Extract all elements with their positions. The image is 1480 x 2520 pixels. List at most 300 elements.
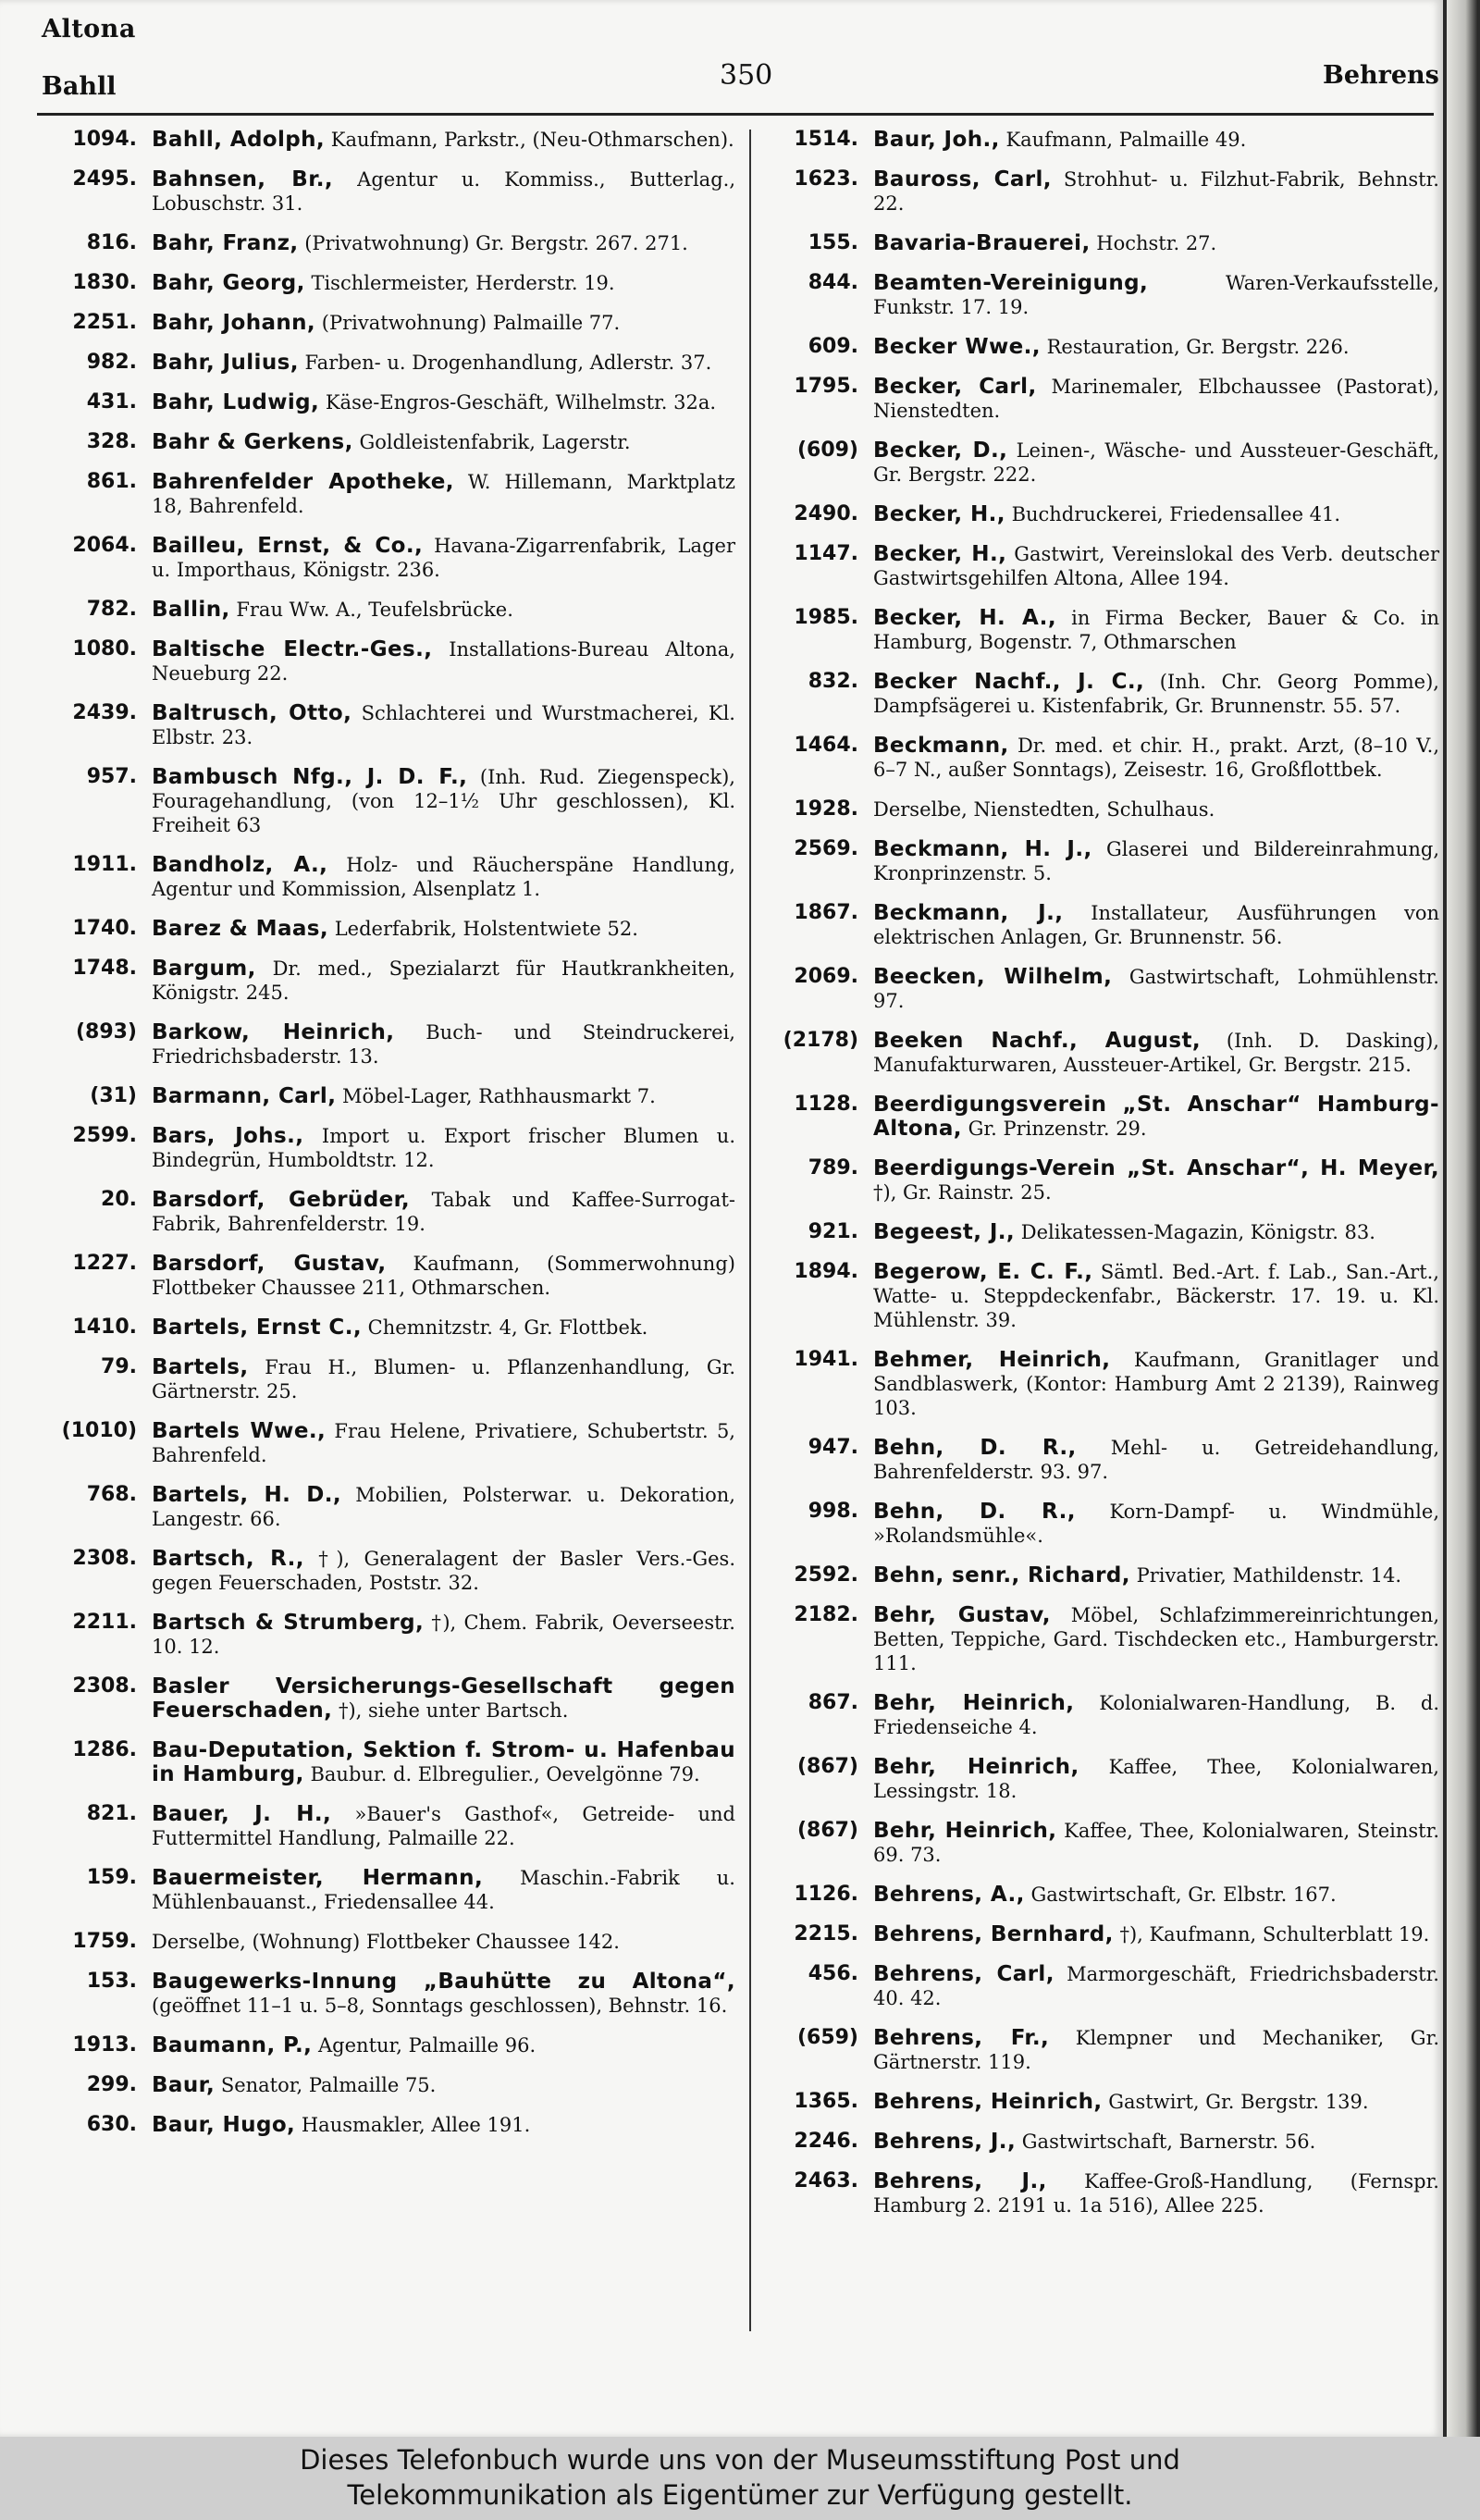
- phone-number: 2495.: [72, 167, 137, 191]
- phone-number: 1094.: [72, 128, 137, 151]
- directory-entry: [764, 1962, 1439, 2010]
- entry-body: [873, 1962, 1439, 2010]
- entry-details: Kaufmann, Granitlager und Sandblaswerk, (Kontor: Hamburg Amt 2 2139), Rainweg 103.: [873, 1349, 1439, 1419]
- phone-number: 2599.: [72, 1124, 137, 1147]
- phone-number: 821.: [86, 1802, 137, 1825]
- directory-entry: [37, 1611, 735, 1659]
- footer-line-2: Telekommunikation als Eigentümer zur Verfügung gestellt.: [347, 2479, 1133, 2511]
- phone-number: 2064.: [72, 534, 137, 557]
- directory-entry: [37, 1738, 735, 1786]
- directory-entry: [764, 1156, 1439, 1204]
- directory-entry: [37, 917, 735, 941]
- entry-details: †), siehe unter Bartsch.: [338, 1699, 569, 1722]
- directory-entry: [37, 534, 735, 582]
- entry-name: Bartels, H. D.,: [152, 1483, 342, 1507]
- entry-name: Becker, D.,: [873, 439, 1008, 463]
- phone-number: 79.: [101, 1355, 137, 1378]
- entry-details: Möbel-Lager, Rathhausmarkt 7.: [342, 1085, 656, 1107]
- entry-name: Bartels Wwe.,: [152, 1419, 327, 1443]
- entry-body: [152, 1547, 735, 1595]
- entry-name: Bahr, Julius,: [152, 351, 299, 375]
- entry-details: Farben- u. Drogenhandlung, Adlerstr. 37.: [304, 352, 712, 374]
- entry-details: Gastwirt, Gr. Bergstr. 139.: [1108, 2091, 1369, 2113]
- phone-number: (31): [90, 1084, 137, 1107]
- directory-entry: [764, 502, 1439, 526]
- entry-name: Beeken Nachf., August,: [873, 1029, 1201, 1053]
- entry-name: Becker, H.,: [873, 502, 1005, 526]
- entry-body: [152, 128, 735, 152]
- entry-body: [152, 1188, 735, 1236]
- entry-details: Möbel, Schlafzimmereinrichtungen, Betten, Teppiche, Gard. Tischdecken etc., Hamburgerstr. 111.: [873, 1604, 1439, 1674]
- directory-entry: [37, 2033, 735, 2057]
- directory-entry: [764, 231, 1439, 255]
- entry-details: Privatier, Mathildenstr. 14.: [1136, 1564, 1402, 1587]
- entry-body: [873, 1691, 1439, 1739]
- phone-number: 1227.: [72, 1252, 137, 1275]
- entry-body: [152, 534, 735, 582]
- phone-number: 2069.: [794, 965, 858, 988]
- entry-name: Behrens, Bernhard,: [873, 1922, 1114, 1946]
- entry-name: Bahrenfelder Apotheke,: [152, 470, 454, 494]
- directory-entry: [37, 1355, 735, 1403]
- footer-banner: [0, 2437, 1480, 2520]
- directory-entry: [764, 2169, 1439, 2217]
- entry-details: Sämtl. Bed.-Art. f. Lab., San.-Art., Watte- u. Steppdeckenfabr., Bäckerstr. 17. 19. u. Kl. Mühlenstr. 39.: [873, 1261, 1439, 1331]
- entry-body: [152, 853, 735, 901]
- phone-number: 1911.: [72, 853, 137, 876]
- entry-details: Waren-Verkaufsstelle, Funkstr. 17. 19.: [873, 272, 1439, 318]
- phone-number: (659): [796, 2026, 858, 2049]
- entry-name: Behr, Heinrich,: [873, 1755, 1079, 1779]
- directory-entry: [37, 1020, 735, 1069]
- entry-body: [873, 2130, 1439, 2154]
- entry-body: [152, 1084, 735, 1108]
- entry-name: Behn, senr., Richard,: [873, 1563, 1130, 1587]
- phone-number: 1410.: [72, 1316, 137, 1339]
- entry-name: Bartsch, R.,: [152, 1547, 304, 1571]
- entry-details: Agentur u. Kommiss., Butterlag., Lobuschstr. 31.: [152, 168, 735, 215]
- entry-name: Beckmann, H. J.,: [873, 837, 1092, 861]
- entry-name: Bars, Johs.,: [152, 1124, 304, 1148]
- entry-body: [152, 957, 735, 1005]
- phone-number: 2569.: [794, 837, 858, 860]
- entry-details: Käse-Engros-Geschäft, Wilhelmstr. 32a.: [325, 391, 717, 414]
- directory-entry: [764, 901, 1439, 949]
- phone-number: 1795.: [794, 375, 858, 398]
- entry-details: †), Gr. Rainstr. 25.: [873, 1181, 1052, 1204]
- entry-name: Basler Versicherungs-Gesellschaft gegen Feuerschaden,: [152, 1674, 735, 1723]
- phone-number: 2439.: [72, 701, 137, 724]
- entry-name: Bargum,: [152, 957, 256, 981]
- entry-body: [873, 231, 1439, 255]
- entry-body: [152, 1252, 735, 1300]
- entry-body: [152, 430, 735, 454]
- entry-details: Buch- und Steindruckerei, Friedrichsbaderstr. 13.: [152, 1021, 735, 1068]
- entry-name: Beerdigungs-Verein „St. Anschar“, H. Meyer,: [873, 1156, 1439, 1180]
- entry-body: [873, 1563, 1439, 1587]
- entry-body: [152, 311, 735, 335]
- entry-details: Glaserei und Bildereinrahmung, Kronprinzenstr. 5.: [873, 838, 1439, 884]
- entry-name: Baur, Joh.,: [873, 128, 1000, 152]
- header-rule: [37, 113, 1434, 116]
- phone-number: 1147.: [794, 542, 858, 565]
- entry-name: Behrens, J.,: [873, 2130, 1017, 2154]
- entry-name: Bambusch Nfg., J. D. F.,: [152, 765, 468, 789]
- entry-body: [873, 1156, 1439, 1204]
- entry-name: Beckmann, J.,: [873, 901, 1064, 925]
- entry-name: Bahr & Gerkens,: [152, 430, 353, 454]
- entry-body: [152, 1483, 735, 1531]
- entry-details: Leinen-, Wäsche- und Aussteuer-Geschäft, Gr. Bergstr. 222.: [873, 439, 1440, 486]
- phone-number: 1740.: [72, 917, 137, 940]
- phone-number: 1985.: [794, 606, 858, 629]
- directory-entry: [37, 1084, 735, 1108]
- phone-number: 2490.: [794, 502, 858, 525]
- entry-body: [873, 439, 1439, 487]
- phone-number: 2246.: [794, 2130, 858, 2153]
- directory-entry: [37, 2113, 735, 2137]
- directory-entry: [37, 470, 735, 518]
- entry-name: Beamten-Vereinigung,: [873, 271, 1149, 295]
- phone-number: 2308.: [72, 1547, 137, 1570]
- entry-body: [152, 2033, 735, 2057]
- directory-entry: [37, 765, 735, 837]
- entry-name: Barsdorf, Gustav,: [152, 1252, 387, 1276]
- directory-entry: [764, 606, 1439, 654]
- entry-details: Tabak und Kaffee-Surrogat-Fabrik, Bahrenfelderstr. 19.: [152, 1189, 735, 1235]
- entry-body: [152, 390, 735, 414]
- entry-body: [873, 128, 1439, 152]
- phone-number: 1365.: [794, 2090, 858, 2113]
- directory-entry: [764, 1819, 1439, 1867]
- entry-name: Behr, Heinrich,: [873, 1819, 1057, 1843]
- entry-name: Begeest, J.,: [873, 1220, 1016, 1244]
- phone-number: 1464.: [794, 734, 858, 757]
- directory-entry: [764, 1220, 1439, 1244]
- left-keyword: Bahll: [42, 72, 117, 101]
- entry-details: (Inh. Rud. Ziegenspeck), Fouragehandlung, (von 12–1½ Uhr geschlossen), Kl. Freiheit 63: [152, 766, 735, 836]
- entry-details: Marinemaler, Elbchaussee (Pastorat), Nienstedten.: [873, 376, 1440, 422]
- entry-body: [873, 502, 1439, 526]
- entry-body: [152, 765, 735, 837]
- phone-number: 456.: [808, 1962, 858, 1985]
- phone-number: 844.: [808, 271, 858, 294]
- directory-entry: [37, 853, 735, 901]
- entry-details: Dr. med. et chir. H., prakt. Arzt, (8–10 V., 6–7 N., außer Sonntags), Zeisestr. 16, Großflottbek.: [873, 735, 1439, 781]
- entry-details: Mehl- u. Getreidehandlung, Bahrenfelderstr. 93. 97.: [873, 1437, 1439, 1483]
- directory-entry: [764, 1922, 1439, 1946]
- directory-entry: [764, 2026, 1439, 2074]
- entry-name: Ballin,: [152, 598, 230, 622]
- entry-details: Lederfabrik, Holstentwiete 52.: [334, 918, 638, 940]
- phone-number: 1748.: [72, 957, 137, 980]
- entry-body: [873, 1500, 1439, 1548]
- phone-number: 1913.: [72, 2033, 137, 2057]
- phone-number: 1080.: [72, 637, 137, 661]
- entry-body: [873, 1260, 1439, 1332]
- entry-body: [152, 1802, 735, 1850]
- phone-number: 957.: [86, 765, 137, 788]
- directory-entry: [37, 637, 735, 686]
- entry-details: Installateur, Ausführungen von elektrischen Anlagen, Gr. Brunnenstr. 56.: [873, 902, 1439, 948]
- entry-details: Kaufmann, (Sommerwohnung) Flottbeker Chaussee 211, Othmarschen.: [152, 1253, 735, 1299]
- entry-body: [873, 2169, 1439, 2217]
- entry-details: Marmorgeschäft, Friedrichsbaderstr. 40. 42.: [873, 1963, 1439, 2009]
- phone-number: 1128.: [794, 1093, 858, 1116]
- entry-name: Behn, D. R.,: [873, 1500, 1076, 1524]
- left-column: [37, 128, 735, 2153]
- directory-entry: [37, 1866, 735, 1914]
- entry-details: Buchdruckerei, Friedensallee 41.: [1011, 503, 1341, 525]
- phone-number: 1126.: [794, 1883, 858, 1906]
- entry-details: Tischlermeister, Herderstr. 19.: [311, 272, 615, 294]
- entry-body: [152, 701, 735, 749]
- directory-entry: [37, 1930, 735, 1954]
- entry-body: [152, 1020, 735, 1069]
- directory-entry: [764, 1260, 1439, 1332]
- entry-name: Behrens, J.,: [873, 2169, 1047, 2193]
- directory-entry: [37, 2073, 735, 2097]
- entry-body: [873, 1436, 1439, 1484]
- entry-body: [152, 598, 735, 622]
- entry-details: †), Kaufmann, Schulterblatt 19.: [1119, 1923, 1430, 1946]
- entry-body: [873, 1755, 1439, 1803]
- directory-entry: [764, 335, 1439, 359]
- entry-details: Chemnitzstr. 4, Gr. Flottbek.: [367, 1316, 648, 1339]
- directory-entry: [37, 1674, 735, 1723]
- entry-name: Baumann, P.,: [152, 2033, 313, 2057]
- phone-number: (2178): [783, 1029, 858, 1052]
- directory-entry: [764, 1883, 1439, 1907]
- entry-body: [152, 1866, 735, 1914]
- directory-entry: [37, 1419, 735, 1467]
- entry-name: Behr, Heinrich,: [873, 1691, 1075, 1715]
- entry-name: Baur, Hugo,: [152, 2113, 296, 2137]
- adjacent-page-edge: [1443, 0, 1480, 2437]
- entry-body: [873, 2026, 1439, 2074]
- entry-name: Beckmann,: [873, 734, 1009, 758]
- entry-name: Barkow, Heinrich,: [152, 1020, 395, 1044]
- entry-details: Gr. Prinzenstr. 29.: [968, 1118, 1147, 1140]
- entry-name: Behrens, Heinrich,: [873, 2090, 1103, 2114]
- directory-entry: [37, 430, 735, 454]
- phone-number: (867): [796, 1819, 858, 1842]
- footer-line-1: Dieses Telefonbuch wurde uns von der Museumsstiftung Post und: [300, 2444, 1180, 2476]
- entry-name: Bartels, Ernst C.,: [152, 1316, 362, 1340]
- entry-name: Bandholz, A.,: [152, 853, 328, 877]
- phone-number: 947.: [808, 1436, 858, 1459]
- phone-number: 2463.: [794, 2169, 858, 2193]
- directory-entry: [37, 1483, 735, 1531]
- entry-name: Bartsch & Strumberg,: [152, 1611, 425, 1635]
- entry-body: [152, 917, 735, 941]
- entry-details: Delikatessen-Magazin, Königstr. 83.: [1020, 1221, 1375, 1243]
- entry-details: Gastwirtschaft, Gr. Elbstr. 167.: [1030, 1884, 1337, 1906]
- phone-number: 1623.: [794, 167, 858, 191]
- phone-number: 1514.: [794, 128, 858, 151]
- directory-entry: [37, 271, 735, 295]
- entry-details: Frau Helene, Privatiere, Schubertstr. 5, Bahrenfeld.: [152, 1420, 735, 1466]
- phone-number: 20.: [101, 1188, 137, 1211]
- entry-body: [152, 351, 735, 375]
- entry-details: Hausmakler, Allee 191.: [301, 2114, 531, 2136]
- entry-body: [873, 797, 1439, 821]
- entry-name: Bahr, Johann,: [152, 311, 316, 335]
- entry-body: [152, 1930, 735, 1954]
- entry-body: [152, 231, 735, 255]
- directory-entry: [764, 439, 1439, 487]
- entry-name: Bavaria-Brauerei,: [873, 231, 1091, 255]
- entry-body: [152, 1611, 735, 1659]
- directory-entry: [764, 2130, 1439, 2154]
- directory-entry: [764, 837, 1439, 885]
- entry-body: [873, 167, 1439, 216]
- directory-entry: [37, 128, 735, 152]
- entry-body: [873, 670, 1439, 718]
- entry-body: [152, 1355, 735, 1403]
- entry-name: Becker, Carl,: [873, 375, 1037, 399]
- entry-name: Barmann, Carl,: [152, 1084, 337, 1108]
- phone-number: 609.: [808, 335, 858, 358]
- entry-details: »Bauer's Gasthof«, Getreide- und Futtermittel Handlung, Palmaille 22.: [152, 1803, 735, 1849]
- entry-name: Beecken, Wilhelm,: [873, 965, 1113, 989]
- phone-number: 1928.: [794, 797, 858, 821]
- phone-number: 782.: [86, 598, 137, 621]
- entry-details: Schlachterei und Wurstmacherei, Kl. Elbstr. 23.: [152, 702, 735, 748]
- phone-number: 789.: [808, 1156, 858, 1180]
- directory-entry: [764, 1691, 1439, 1739]
- phone-number: 1894.: [794, 1260, 858, 1283]
- phone-number: 2308.: [72, 1674, 137, 1698]
- phone-number: 1759.: [72, 1930, 137, 1953]
- phone-number: 155.: [808, 231, 858, 254]
- entry-name: Behr, Gustav,: [873, 1603, 1051, 1627]
- directory-entry: [37, 957, 735, 1005]
- entry-name: Bahr, Franz,: [152, 231, 299, 255]
- directory-entry: [764, 271, 1439, 319]
- directory-entry: [764, 2090, 1439, 2114]
- entry-name: Barez & Maas,: [152, 917, 329, 941]
- entry-details: (Privatwohnung) Palmaille 77.: [321, 312, 621, 334]
- entry-details: (Inh. Chr. Georg Pomme), Dampfsägerei u. Kistenfabrik, Gr. Brunnenstr. 55. 57.: [873, 671, 1439, 717]
- entry-details: Dr. med., Spezialarzt für Hautkrankheiten, Königstr. 245.: [152, 957, 735, 1004]
- entry-body: [152, 637, 735, 686]
- directory-entry: [764, 1500, 1439, 1548]
- entry-body: [873, 965, 1439, 1013]
- entry-details: Kaufmann, Palmaille 49.: [1005, 129, 1247, 151]
- phone-number: 159.: [86, 1866, 137, 1889]
- directory-entry: [37, 167, 735, 216]
- entry-name: Behn, D. R.,: [873, 1436, 1077, 1460]
- entry-details: Mobilien, Polsterwar. u. Dekoration, Langestr. 66.: [152, 1484, 735, 1530]
- entry-details: Agentur, Palmaille 96.: [318, 2034, 536, 2057]
- phone-number: 2592.: [794, 1563, 858, 1587]
- directory-entry: [764, 1603, 1439, 1675]
- entry-body: [873, 271, 1439, 319]
- entry-name: Baugewerks-Innung „Bauhütte zu Altona“,: [152, 1970, 735, 1994]
- directory-entry: [37, 1970, 735, 2018]
- city-heading: Altona: [42, 15, 136, 43]
- entry-details: Kaffee, Thee, Kolonialwaren, Lessingstr. 18.: [873, 1756, 1439, 1802]
- entry-details: Kaffee-Groß-Handlung, (Fernspr. Hamburg 2. 2191 u. 1a 516), Allee 225.: [873, 2170, 1439, 2217]
- directory-entry: [37, 1252, 735, 1300]
- entry-details: Frau H., Blumen- u. Pflanzenhandlung, Gr. Gärtnerstr. 25.: [152, 1356, 735, 1402]
- entry-name: Beerdigungsverein „St. Anschar“ Hamburg-Altona,: [873, 1093, 1439, 1141]
- phone-number: 1867.: [794, 901, 858, 924]
- entry-name: Behrens, Fr.,: [873, 2026, 1050, 2050]
- entry-body: [152, 1674, 735, 1723]
- phone-number: 982.: [86, 351, 137, 374]
- entry-body: [873, 901, 1439, 949]
- directory-entry: [37, 701, 735, 749]
- phone-number: 768.: [86, 1483, 137, 1506]
- entry-body: [152, 1419, 735, 1467]
- entry-details: (geöffnet 11–1 u. 5–8, Sonntags geschlossen), Behnstr. 16.: [152, 1995, 728, 2017]
- directory-entry: [37, 1124, 735, 1172]
- entry-body: [152, 2113, 735, 2137]
- phone-number: 299.: [86, 2073, 137, 2096]
- entry-details: Kolonialwaren-Handlung, B. d. Friedenseiche 4.: [873, 1692, 1439, 1738]
- entry-details: Kaffee, Thee, Kolonialwaren, Steinstr. 69. 73.: [873, 1820, 1439, 1866]
- phone-number: 998.: [808, 1500, 858, 1523]
- entry-name: Becker Wwe.,: [873, 335, 1041, 359]
- phone-number: 816.: [86, 231, 137, 254]
- phone-number: 921.: [808, 1220, 858, 1243]
- entry-body: [873, 1603, 1439, 1675]
- entry-details: Klempner und Mechaniker, Gr. Gärtnerstr. 119.: [873, 2027, 1439, 2073]
- entry-name: Baur,: [152, 2073, 216, 2097]
- entry-details: Installations-Bureau Altona, Neueburg 22.: [152, 638, 735, 685]
- phone-number: 861.: [86, 470, 137, 493]
- phone-number: 2211.: [72, 1611, 137, 1634]
- entry-details: W. Hillemann, Marktplatz 18, Bahrenfeld.: [152, 471, 735, 517]
- phone-number: 431.: [86, 390, 137, 414]
- phone-number: 328.: [86, 430, 137, 453]
- page-number: 350: [720, 59, 773, 92]
- directory-entry: [37, 598, 735, 622]
- entry-details: Gastwirt, Vereinslokal des Verb. deutscher Gastwirtsgehilfen Altona, Allee 194.: [873, 543, 1439, 589]
- entry-body: [873, 837, 1439, 885]
- directory-entry: [764, 1093, 1439, 1141]
- directory-entry: [764, 1755, 1439, 1803]
- directory-entry: [764, 1563, 1439, 1587]
- entry-name: Bahr, Georg,: [152, 271, 305, 295]
- entry-details: Baubur. d. Elbregulier., Oevelgönne 79.: [310, 1763, 700, 1785]
- entry-details: Korn-Dampf- u. Windmühle, »Rolandsmühle«.: [873, 1501, 1439, 1547]
- directory-entry: [764, 128, 1439, 152]
- phone-number: 153.: [86, 1970, 137, 1993]
- entry-name: Baltrusch, Otto,: [152, 701, 352, 725]
- entry-details: Hochstr. 27.: [1096, 232, 1217, 254]
- entry-name: Becker, H. A.,: [873, 606, 1056, 630]
- directory-entry: [764, 1029, 1439, 1077]
- entry-body: [152, 1124, 735, 1172]
- entry-body: [873, 1220, 1439, 1244]
- entry-body: [873, 1093, 1439, 1141]
- entry-body: [873, 335, 1439, 359]
- entry-details: in Firma Becker, Bauer & Co. in Hamburg, Bogenstr. 7, Othmarschen: [873, 607, 1439, 653]
- entry-details: Frau Ww. A., Teufelsbrücke.: [236, 599, 513, 621]
- entry-details: †), Chem. Fabrik, Oeverseestr. 10. 12.: [152, 1612, 735, 1658]
- entry-name: Bauross, Carl,: [873, 167, 1052, 191]
- phone-number: (893): [75, 1020, 137, 1044]
- entry-details: †), Generalagent der Basler Vers.-Ges. gegen Feuerschaden, Poststr. 32.: [152, 1548, 735, 1594]
- entry-body: [873, 375, 1439, 423]
- entry-name: Behrens, Carl,: [873, 1962, 1054, 1986]
- entry-details: Restauration, Gr. Bergstr. 226.: [1046, 336, 1350, 358]
- entry-body: [152, 2073, 735, 2097]
- entry-body: [152, 470, 735, 518]
